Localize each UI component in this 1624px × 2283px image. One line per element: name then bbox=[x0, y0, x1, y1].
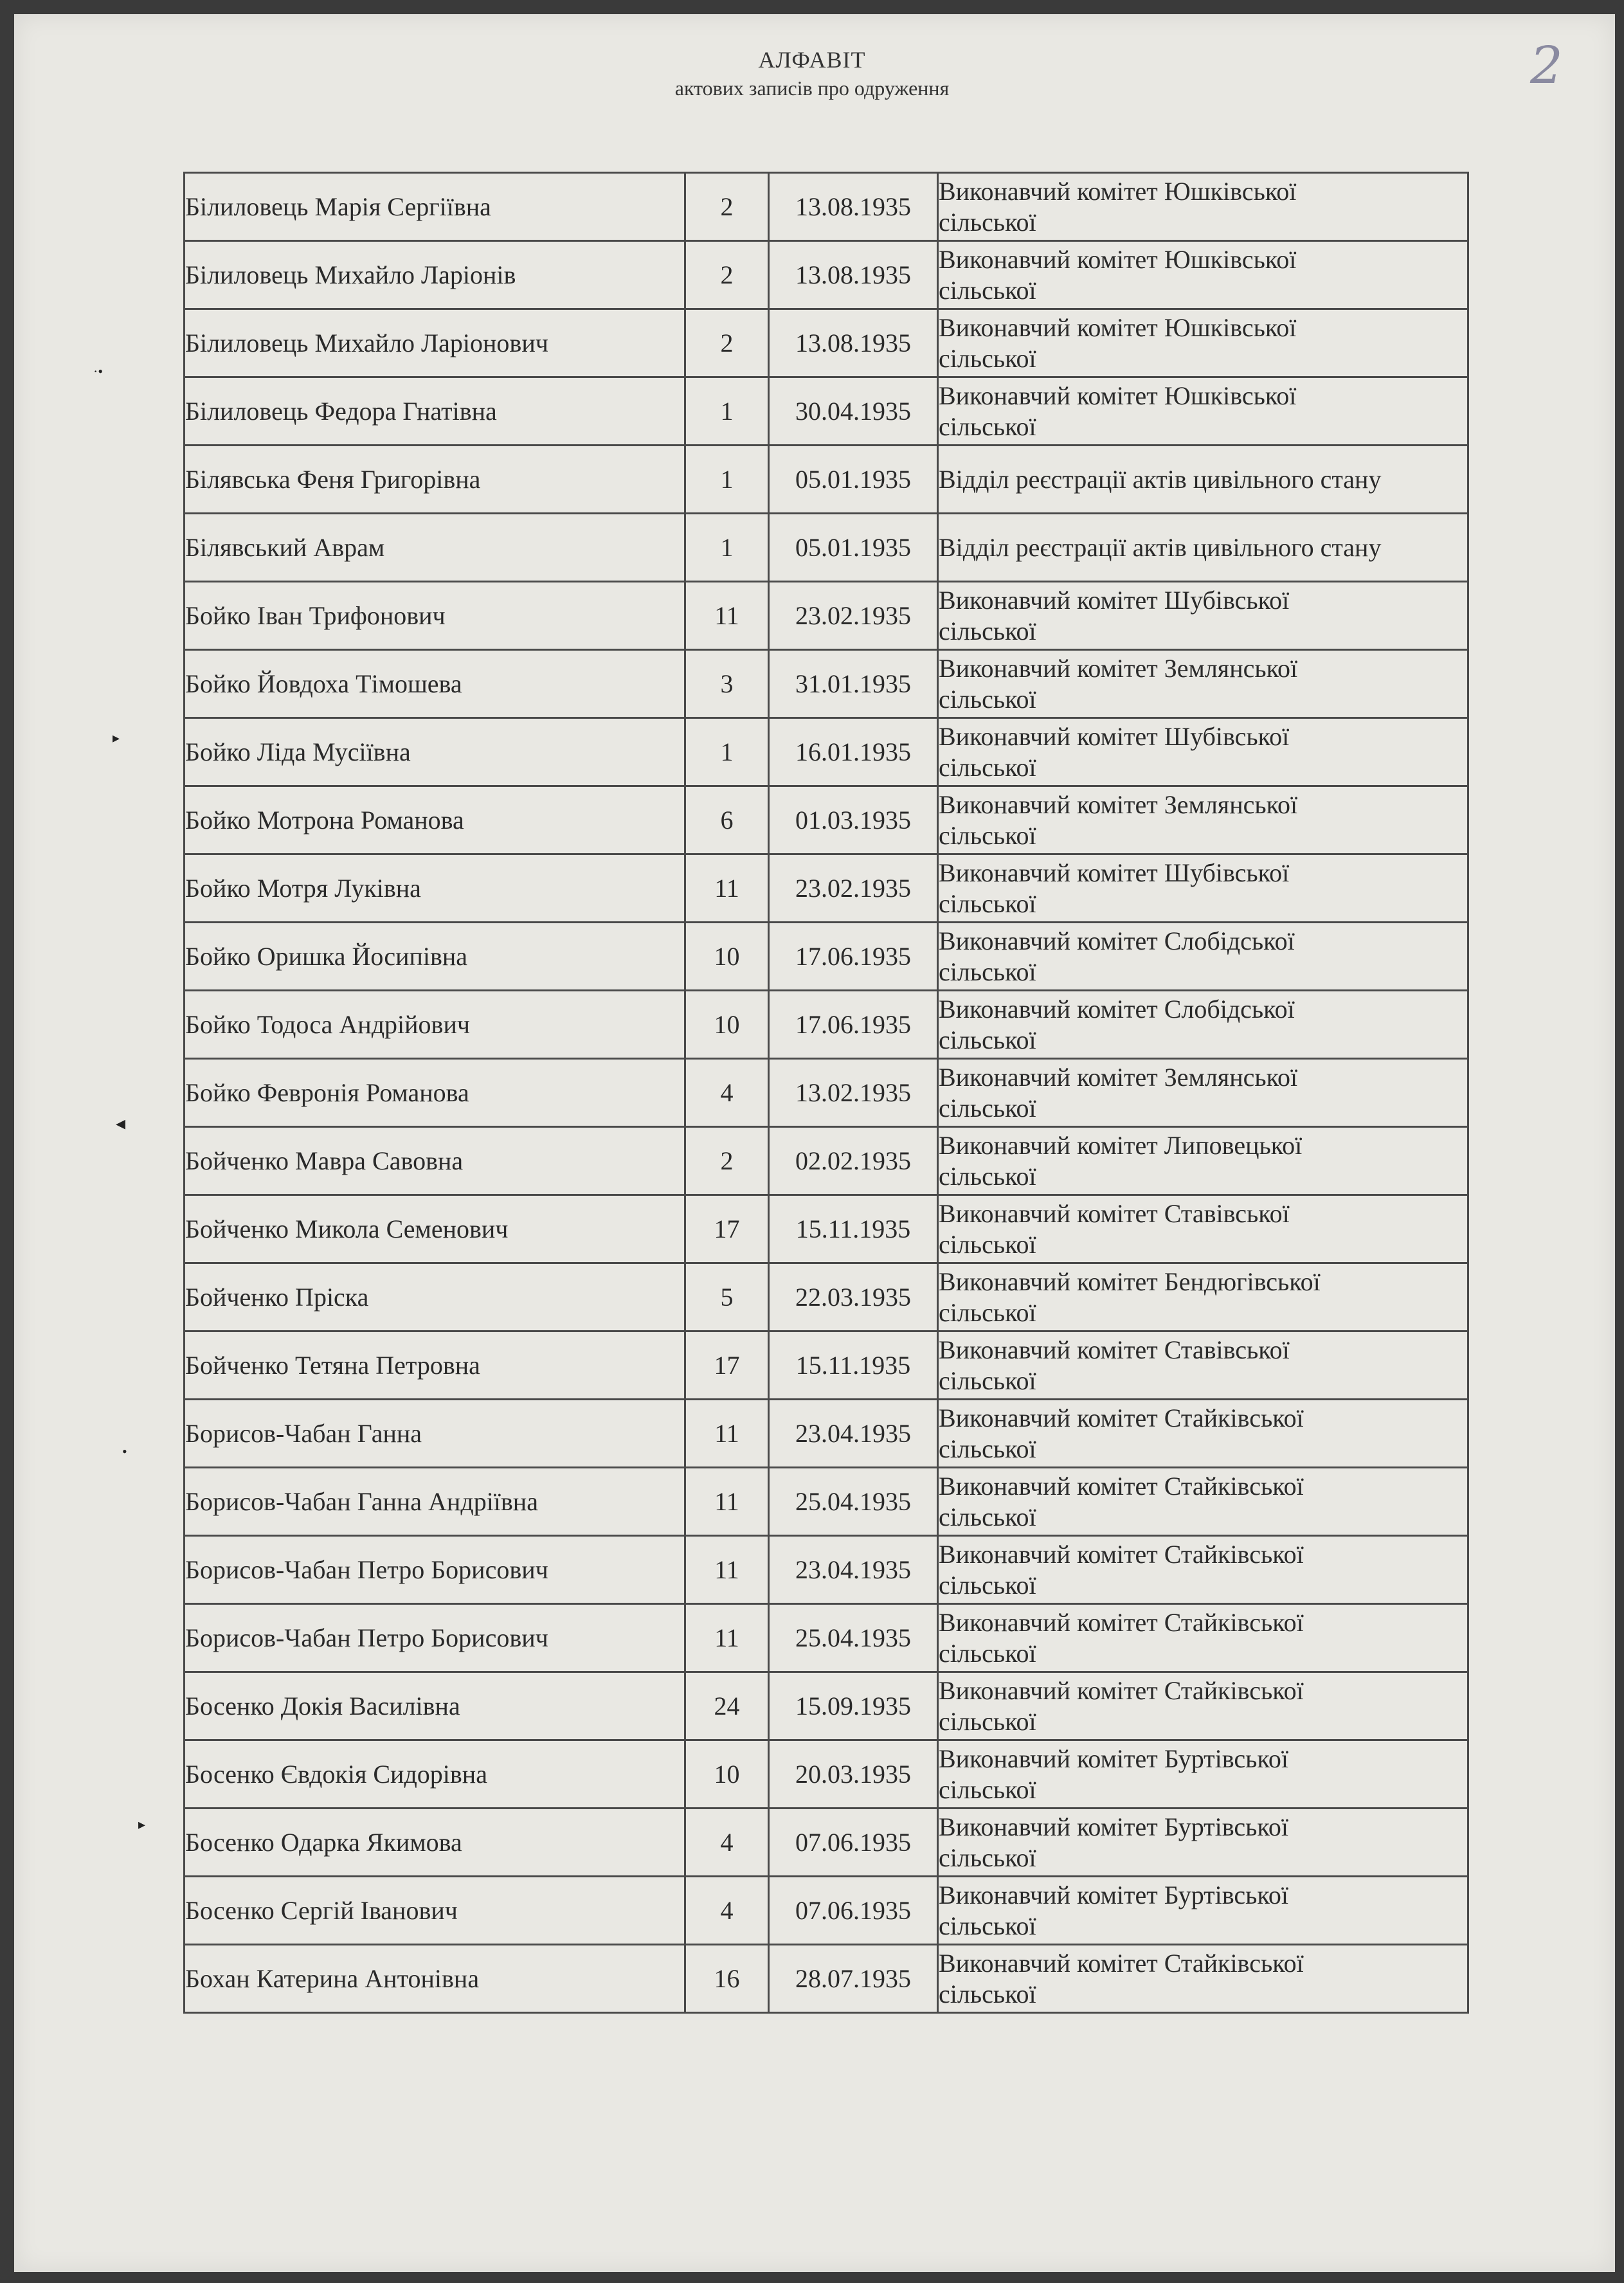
record-organization bbox=[938, 1877, 1468, 1945]
record-name: Босенко Одарка Якимова bbox=[185, 1809, 685, 1877]
record-organization bbox=[938, 650, 1468, 718]
record-organization bbox=[938, 1263, 1468, 1331]
document-title: АЛФАВІТ bbox=[758, 47, 866, 73]
record-name: Білиловець Федора Гнатівна bbox=[185, 377, 685, 446]
document-subtitle: актових записів про одруження bbox=[674, 77, 950, 100]
organization-line: Виконавчий комітет Слобідської bbox=[939, 926, 1295, 955]
organization-line: сільської bbox=[939, 1366, 1036, 1395]
table-row bbox=[185, 377, 1468, 446]
organization-line: Виконавчий комітет Ставівської bbox=[939, 1335, 1290, 1364]
record-number: 11 bbox=[685, 854, 769, 923]
record-date: 02.02.1935 bbox=[769, 1127, 938, 1195]
record-number: 10 bbox=[685, 923, 769, 991]
records-table bbox=[183, 172, 1469, 2014]
record-date: 15.11.1935 bbox=[769, 1331, 938, 1400]
record-number: 4 bbox=[685, 1059, 769, 1127]
handwritten-page-number: 2 bbox=[1530, 35, 1563, 95]
table-row bbox=[185, 1331, 1468, 1400]
record-organization bbox=[938, 1195, 1468, 1263]
record-name: Бойченко Мавра Савовна bbox=[185, 1127, 685, 1195]
organization-line: Відділ реєстрації актів цивільного стану bbox=[939, 532, 1382, 562]
record-name: Білявський Аврам bbox=[185, 514, 685, 582]
table-row bbox=[185, 1945, 1468, 2013]
table-row bbox=[185, 173, 1468, 241]
record-date: 01.03.1935 bbox=[769, 786, 938, 854]
record-organization bbox=[938, 582, 1468, 650]
record-date: 23.02.1935 bbox=[769, 582, 938, 650]
table-row bbox=[185, 923, 1468, 991]
record-organization bbox=[938, 718, 1468, 786]
table-row bbox=[185, 1400, 1468, 1468]
record-name: Борисов-Чабан Ганна bbox=[185, 1400, 685, 1468]
organization-line: сільської bbox=[939, 1843, 1036, 1872]
organization-line: сільської bbox=[939, 1161, 1036, 1191]
organization-line: Виконавчий комітет Юшківської bbox=[939, 312, 1297, 342]
record-name: Бойко Мотря Луківна bbox=[185, 854, 685, 923]
record-organization bbox=[938, 1536, 1468, 1604]
record-name: Борисов-Чабан Петро Борисович bbox=[185, 1604, 685, 1672]
document-header bbox=[0, 45, 1624, 102]
table-row bbox=[185, 1536, 1468, 1604]
organization-line: сільської bbox=[939, 1570, 1036, 1600]
record-number: 16 bbox=[685, 1945, 769, 2013]
scan-speck: • bbox=[122, 1443, 127, 1459]
record-date: 20.03.1935 bbox=[769, 1740, 938, 1809]
record-name: Босенко Докія Василівна bbox=[185, 1672, 685, 1740]
record-number: 2 bbox=[685, 173, 769, 241]
record-date: 07.06.1935 bbox=[769, 1877, 938, 1945]
scan-speck: ▸ bbox=[138, 1816, 146, 1832]
organization-line: сільської bbox=[939, 1434, 1036, 1463]
organization-line: Виконавчий комітет Бендюгівської bbox=[939, 1267, 1321, 1296]
table-row bbox=[185, 241, 1468, 309]
record-date: 05.01.1935 bbox=[769, 446, 938, 514]
record-date: 23.02.1935 bbox=[769, 854, 938, 923]
scan-speck: ▸ bbox=[113, 730, 120, 746]
record-number: 1 bbox=[685, 377, 769, 446]
table-row bbox=[185, 446, 1468, 514]
record-number: 11 bbox=[685, 582, 769, 650]
record-date: 25.04.1935 bbox=[769, 1468, 938, 1536]
record-name: Бойко Оришка Йосипівна bbox=[185, 923, 685, 991]
organization-line: сільської bbox=[939, 820, 1036, 850]
table-row bbox=[185, 1809, 1468, 1877]
record-number: 11 bbox=[685, 1536, 769, 1604]
record-organization bbox=[938, 446, 1468, 514]
record-organization bbox=[938, 173, 1468, 241]
record-organization bbox=[938, 1945, 1468, 2013]
record-name: Бойко Іван Трифонович bbox=[185, 582, 685, 650]
organization-line: Виконавчий комітет Слобідської bbox=[939, 994, 1295, 1024]
organization-line: сільської bbox=[939, 1979, 1036, 2008]
organization-line: Виконавчий комітет Стайківської bbox=[939, 1948, 1304, 1978]
record-number: 2 bbox=[685, 1127, 769, 1195]
table-row bbox=[185, 991, 1468, 1059]
record-name: Бойко Февронія Романова bbox=[185, 1059, 685, 1127]
record-date: 13.08.1935 bbox=[769, 173, 938, 241]
record-number: 6 bbox=[685, 786, 769, 854]
record-name: Білиловець Михайло Ларіонович bbox=[185, 309, 685, 377]
record-name: Бохан Катерина Антонівна bbox=[185, 1945, 685, 2013]
table-row bbox=[185, 309, 1468, 377]
organization-line: сільської bbox=[939, 343, 1036, 373]
table-row bbox=[185, 1195, 1468, 1263]
organization-line: Виконавчий комітет Липовецької bbox=[939, 1130, 1303, 1160]
table-row bbox=[185, 1127, 1468, 1195]
record-number: 1 bbox=[685, 514, 769, 582]
record-name: Білиловець Марія Сергіївна bbox=[185, 173, 685, 241]
organization-line: Виконавчий комітет Стайківської bbox=[939, 1403, 1304, 1432]
table-row bbox=[185, 1263, 1468, 1331]
record-organization bbox=[938, 1740, 1468, 1809]
organization-line: сільської bbox=[939, 684, 1036, 714]
record-number: 2 bbox=[685, 309, 769, 377]
organization-line: Виконавчий комітет Шубівської bbox=[939, 721, 1290, 751]
record-date: 30.04.1935 bbox=[769, 377, 938, 446]
table-row bbox=[185, 1604, 1468, 1672]
record-organization bbox=[938, 923, 1468, 991]
organization-line: Виконавчий комітет Землянської bbox=[939, 653, 1298, 683]
organization-line: сільської bbox=[939, 1297, 1036, 1327]
organization-line: Виконавчий комітет Шубівської bbox=[939, 858, 1290, 887]
organization-line: Відділ реєстрації актів цивільного стану bbox=[939, 464, 1382, 494]
record-number: 10 bbox=[685, 991, 769, 1059]
record-number: 3 bbox=[685, 650, 769, 718]
organization-line: сільської bbox=[939, 1502, 1036, 1531]
organization-line: Виконавчий комітет Буртівської bbox=[939, 1744, 1288, 1773]
table-row bbox=[185, 786, 1468, 854]
table-row bbox=[185, 650, 1468, 718]
record-organization bbox=[938, 786, 1468, 854]
records-table-body bbox=[185, 173, 1468, 2013]
record-date: 17.06.1935 bbox=[769, 923, 938, 991]
record-name: Босенко Сергій Іванович bbox=[185, 1877, 685, 1945]
record-date: 28.07.1935 bbox=[769, 1945, 938, 2013]
record-name: Борисов-Чабан Петро Борисович bbox=[185, 1536, 685, 1604]
scan-speck: ·• bbox=[93, 363, 104, 379]
record-name: Бойко Тодоса Андрійович bbox=[185, 991, 685, 1059]
organization-line: сільської bbox=[939, 889, 1036, 918]
record-name: Білиловець Михайло Ларіонів bbox=[185, 241, 685, 309]
record-organization bbox=[938, 377, 1468, 446]
record-number: 1 bbox=[685, 718, 769, 786]
record-name: Борисов-Чабан Ганна Андріївна bbox=[185, 1468, 685, 1536]
table-row bbox=[185, 1672, 1468, 1740]
record-number: 24 bbox=[685, 1672, 769, 1740]
organization-line: сільської bbox=[939, 752, 1036, 782]
record-date: 13.02.1935 bbox=[769, 1059, 938, 1127]
organization-line: Виконавчий комітет Землянської bbox=[939, 1062, 1298, 1092]
record-organization bbox=[938, 1809, 1468, 1877]
record-date: 23.04.1935 bbox=[769, 1536, 938, 1604]
table-row bbox=[185, 1877, 1468, 1945]
record-date: 22.03.1935 bbox=[769, 1263, 938, 1331]
record-organization bbox=[938, 1604, 1468, 1672]
organization-line: сільської bbox=[939, 616, 1036, 645]
record-organization bbox=[938, 241, 1468, 309]
organization-line: Виконавчий комітет Стайківської bbox=[939, 1607, 1304, 1637]
record-organization bbox=[938, 514, 1468, 582]
record-number: 1 bbox=[685, 446, 769, 514]
record-number: 2 bbox=[685, 241, 769, 309]
table-row bbox=[185, 1740, 1468, 1809]
organization-line: сільської bbox=[939, 957, 1036, 986]
record-number: 5 bbox=[685, 1263, 769, 1331]
organization-line: Виконавчий комітет Землянської bbox=[939, 790, 1298, 819]
organization-line: Виконавчий комітет Юшківської bbox=[939, 244, 1297, 274]
table-row bbox=[185, 854, 1468, 923]
organization-line: Виконавчий комітет Шубівської bbox=[939, 585, 1290, 615]
record-date: 31.01.1935 bbox=[769, 650, 938, 718]
record-name: Босенко Євдокія Сидорівна bbox=[185, 1740, 685, 1809]
record-date: 13.08.1935 bbox=[769, 241, 938, 309]
organization-line: сільської bbox=[939, 1229, 1036, 1259]
organization-line: Виконавчий комітет Стайківської bbox=[939, 1471, 1304, 1501]
organization-line: Виконавчий комітет Стайківської bbox=[939, 1675, 1304, 1705]
organization-line: сільської bbox=[939, 411, 1036, 441]
table-row bbox=[185, 718, 1468, 786]
organization-line: Виконавчий комітет Буртівської bbox=[939, 1812, 1288, 1841]
organization-line: сільської bbox=[939, 1638, 1036, 1668]
record-organization bbox=[938, 309, 1468, 377]
table-row bbox=[185, 1468, 1468, 1536]
record-name: Бойченко Пріска bbox=[185, 1263, 685, 1331]
record-number: 11 bbox=[685, 1468, 769, 1536]
record-name: Бойко Йовдоха Тімошева bbox=[185, 650, 685, 718]
record-organization bbox=[938, 1468, 1468, 1536]
record-name: Бойченко Микола Семенович bbox=[185, 1195, 685, 1263]
scan-speck: ◂ bbox=[116, 1113, 126, 1134]
organization-line: Виконавчий комітет Юшківської bbox=[939, 381, 1297, 410]
organization-line: сільської bbox=[939, 1093, 1036, 1123]
organization-line: сільської bbox=[939, 1706, 1036, 1736]
organization-line: Виконавчий комітет Стайківської bbox=[939, 1539, 1304, 1569]
record-name: Бойченко Тетяна Петровна bbox=[185, 1331, 685, 1400]
record-organization bbox=[938, 1127, 1468, 1195]
record-date: 15.09.1935 bbox=[769, 1672, 938, 1740]
record-organization bbox=[938, 1400, 1468, 1468]
record-organization bbox=[938, 1059, 1468, 1127]
record-name: Бойко Ліда Мусіївна bbox=[185, 718, 685, 786]
record-date: 13.08.1935 bbox=[769, 309, 938, 377]
organization-line: сільської bbox=[939, 1025, 1036, 1054]
record-number: 17 bbox=[685, 1195, 769, 1263]
organization-line: сільської bbox=[939, 1774, 1036, 1804]
record-date: 17.06.1935 bbox=[769, 991, 938, 1059]
record-name: Білявська Феня Григорівна bbox=[185, 446, 685, 514]
record-number: 4 bbox=[685, 1809, 769, 1877]
organization-line: Виконавчий комітет Буртівської bbox=[939, 1880, 1288, 1909]
record-organization bbox=[938, 991, 1468, 1059]
record-number: 11 bbox=[685, 1604, 769, 1672]
organization-line: Виконавчий комітет Ставівської bbox=[939, 1198, 1290, 1228]
organization-line: сільської bbox=[939, 1911, 1036, 1940]
record-date: 23.04.1935 bbox=[769, 1400, 938, 1468]
record-date: 16.01.1935 bbox=[769, 718, 938, 786]
record-date: 15.11.1935 bbox=[769, 1195, 938, 1263]
organization-line: сільської bbox=[939, 275, 1036, 305]
table-row bbox=[185, 1059, 1468, 1127]
table-row bbox=[185, 514, 1468, 582]
record-organization bbox=[938, 1672, 1468, 1740]
record-date: 25.04.1935 bbox=[769, 1604, 938, 1672]
record-number: 11 bbox=[685, 1400, 769, 1468]
table-row bbox=[185, 582, 1468, 650]
organization-line: Виконавчий комітет Юшківської bbox=[939, 176, 1297, 206]
organization-line: сільської bbox=[939, 207, 1036, 237]
record-number: 17 bbox=[685, 1331, 769, 1400]
record-date: 05.01.1935 bbox=[769, 514, 938, 582]
record-number: 4 bbox=[685, 1877, 769, 1945]
record-name: Бойко Мотрона Романова bbox=[185, 786, 685, 854]
record-organization bbox=[938, 854, 1468, 923]
record-number: 10 bbox=[685, 1740, 769, 1809]
record-date: 07.06.1935 bbox=[769, 1809, 938, 1877]
record-organization bbox=[938, 1331, 1468, 1400]
